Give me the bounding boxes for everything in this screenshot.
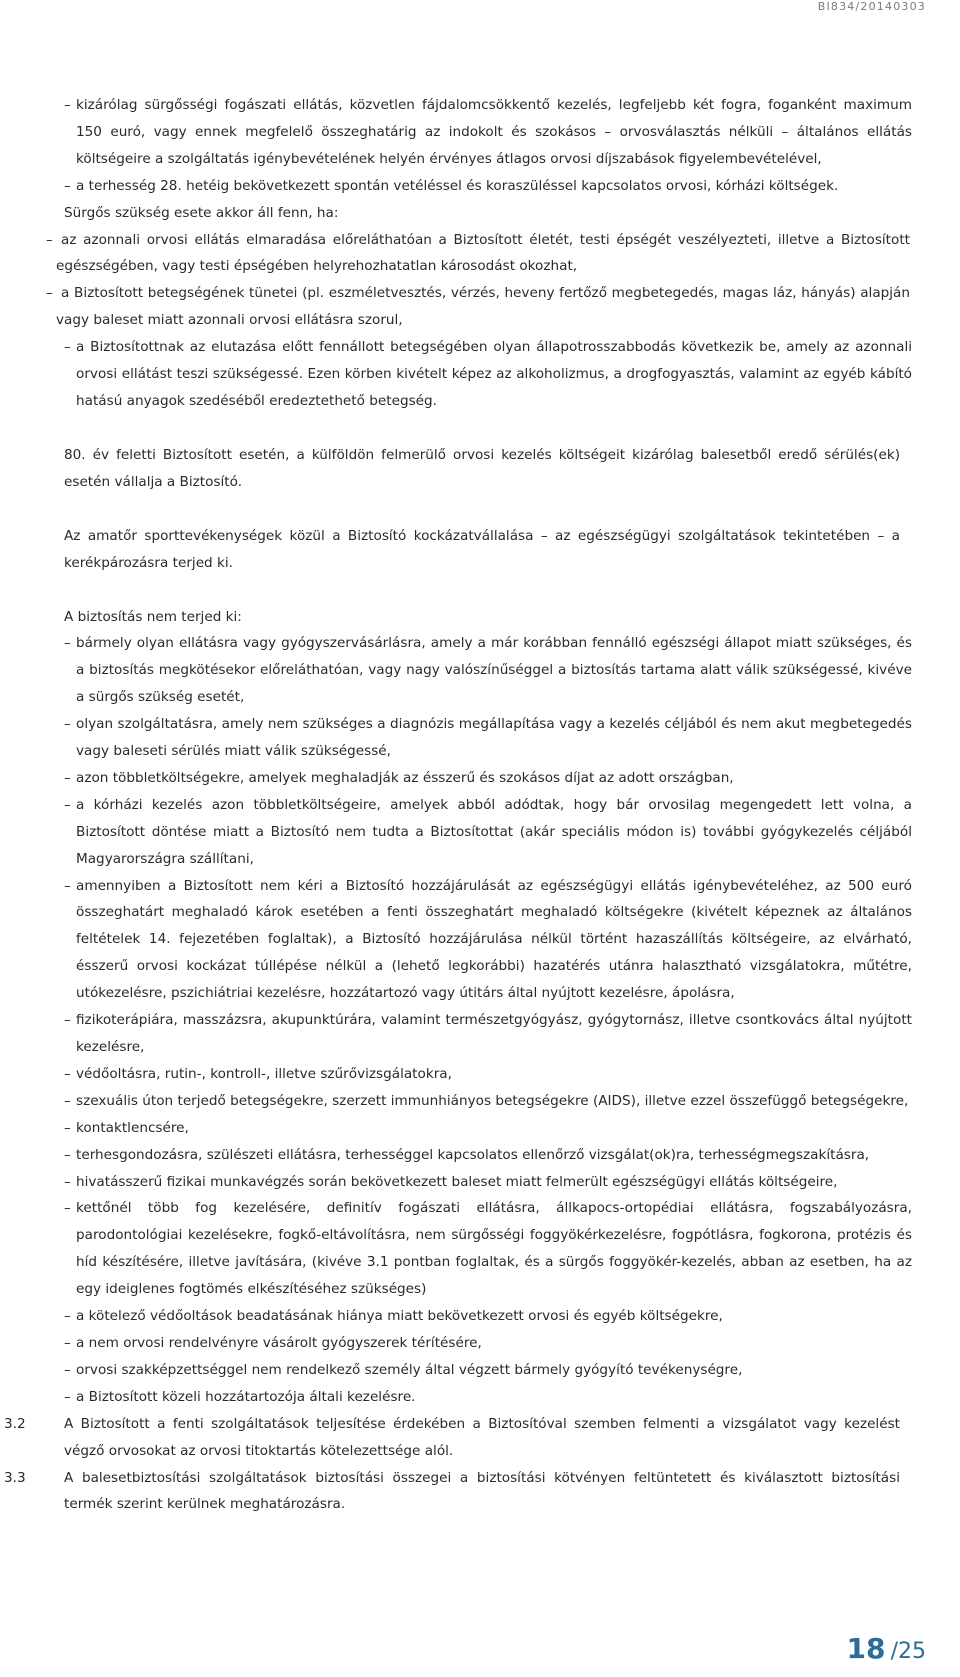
paragraph-sport: Az amatőr sporttevékenységek közül a Biztosító kockázatvállalása – az egészségügyi szolgáltatások tekintetében – a kerékpározásra terjed ki.: [64, 527, 900, 571]
section-3-2: [4, 1411, 900, 1465]
exclusion-item: – olyan szolgáltatásra, amely nem szükséges a diagnózis megállapítása vagy a kezelés céljából és nem akut megbetegedés vagy baleseti sérülés miatt válik szükségessé,: [64, 716, 912, 760]
exclusion-item: – azon többletköltségekre, amelyek meghaladják az ésszerű és szokásos díjat az adott országban,: [64, 769, 734, 786]
section-number: 3.3: [4, 1469, 26, 1486]
page-current: 18: [846, 1632, 886, 1665]
exclusion-item: – kontaktlencsére,: [64, 1119, 189, 1136]
section-text: A Biztosított a fenti szolgáltatások teljesítése érdekében a Biztosítóval szemben felmenti a vizsgálatot vagy kezelést végző orvosokat az orvosi titoktartás kötelezettsége alól.: [64, 1415, 900, 1459]
urgent-item: – a Biztosított betegségének tünetei (pl. eszméletvesztés, vérzés, heveny fertőző megbetegedés, magas láz, hányás) alapján vagy baleset miatt azonnali orvosi ellátásra szorul,: [46, 285, 910, 329]
exclusion-item: – a kórházi kezelés azon többletköltségeire, amelyek abból adódtak, hogy bár orvosilag megengedett lett volna, a Biztosított döntése miatt a Biztosító nem tudta a Biztosítottat (akár speciális módon is) további gyógykezelés céljából Magyarországra szállítani,: [64, 796, 912, 867]
page-content: [0, 92, 960, 1518]
exclusion-item: – a kötelező védőoltások beadatásának hiánya miatt bekövetkezett orvosi és egyéb költségekre,: [64, 1308, 723, 1325]
urgent-item: – az azonnali orvosi ellátás elmaradása előreláthatóan a Biztosított életét, testi épségét veszélyezteti, illetve a Biztosított egészségében, vagy testi épségében helyrehozhatatlan károsodást okozhat,: [46, 231, 910, 275]
exclusion-item: – amennyiben a Biztosított nem kéri a Biztosító hozzájárulását az egészségügyi ellátás igénybevételéhez, az 500 euró összeghatárt meghaladó károk esetében a fenti összeghatárt meghaladó költségekre (kivételt képeznek az általános feltételek 14. fejezetében foglaltak), a Biztosító hozzájárulása nélkül történt hazaszállítás költségeire, az elvárható, ésszerű orvosi kockázat túllépése nélkül a (lehető legkorábbi) hazatérés utánra halasztható vizsgálatokra, műtétre, utókezelésre, pszichiátriai kezelésre, hozzátartozó vagy útitárs által nyújtott kezelésre, ápolásra,: [64, 877, 912, 1002]
exclusion-item: – a Biztosított közeli hozzátartozója általi kezelésre.: [64, 1388, 416, 1405]
exclusion-item: – fizikoterápiára, masszázsra, akupunktúrára, valamint természetgyógyász, gyógytornász, illetve csontkovács által nyújtott kezelésre,: [64, 1012, 912, 1055]
exclusion-item: – szexuális úton terjedő betegségekre, szerzett immunhiányos betegségekre (AIDS), illetve ezzel összefüggő betegségekre,: [64, 1092, 909, 1109]
exclusion-item: – védőoltásra, rutin-, kontroll-, illetve szűrővizsgálatokra,: [64, 1065, 452, 1082]
exclusion-item: – kettőnél több fog kezelésére, definitív fogászati ellátásra, állkapocs-ortopédiai ellátásra, fogszabályozásra, parodontológiai kezelésekre, fogkő-eltávolításra, nem sürgősségi foggyökérkezelésre, fogpótlásra, fogkorona, protézis és híd készítésére, illetve javítására, (kivéve 3.1 pontban foglaltak, és a sürgős foggyökér-kezelés, abban az esetben, ha az egy ideiglenes fogtömés elkészítéséhez szükséges): [64, 1200, 912, 1298]
list-item: – kizárólag sürgősségi fogászati ellátás, közvetlen fájdalomcsökkentő kezelés, legfeljebb két fogra, foganként maximum 150 euró, vagy ennek megfelelő összeghatárig az indokolt és szokásos – orvosválasztás nélküli – általános ellátás költségeire a szolgáltatás igénybevételének helyén érvényes átlagos orvosi díjszabások figyelembevételével,: [64, 97, 912, 167]
exclusion-item: – a nem orvosi rendelvényre vásárolt gyógyszerek térítésére,: [64, 1334, 482, 1351]
urgent-item: – a Biztosítottnak az elutazása előtt fennállott betegségében olyan állapotrosszabbodás következik be, amely az azonnali orvosi ellátást teszi szükségessé. Ezen körben kivételt képez az alkoholizmus, a drogfogyasztás, valamint az egyéb kábító hatású anyagok szedéséből eredeztethető betegség.: [64, 339, 912, 409]
document-code: BI834/20140303: [817, 0, 926, 13]
exclusion-item: – terhesgondozásra, szülészeti ellátásra, terhességgel kapcsolatos ellenőrző vizsgálat(ok)ra, terhességmegszakításra,: [64, 1146, 870, 1163]
section-3-3: [4, 1465, 900, 1519]
urgent-intro: Sürgős szükség esete akkor áll fenn, ha:: [64, 204, 339, 221]
section-number: 3.2: [4, 1415, 26, 1432]
exclusion-item: – hivatásszerű fizikai munkavégzés során bekövetkezett baleset miatt felmerült egészségügyi ellátás költségeire,: [64, 1173, 838, 1190]
page-number: [847, 1632, 926, 1665]
section-text: A balesetbiztosítási szolgáltatások biztosítási összegei a biztosítási kötvényen feltüntetett és kiválasztott biztosítási termék szerint kerülnek meghatározásra.: [64, 1469, 900, 1513]
exclusion-item: – bármely olyan ellátásra vagy gyógyszervásárlásra, amely a már korábban fennálló egészségi állapot miatt szükséges, és a biztosítás megkötésekor előreláthatóan, vagy nagy valószínűséggel a biztosítás tartama alatt válik szükségessé, kivéve a sürgős szükség esetét,: [64, 635, 912, 706]
exclusion-intro: A biztosítás nem terjed ki:: [64, 608, 242, 625]
page-total: /25: [890, 1639, 926, 1664]
list-item: – a terhesség 28. hetéig bekövetkezett spontán vetéléssel és koraszüléssel kapcsolatos orvosi, kórházi költségek.: [64, 177, 839, 194]
exclusion-item: – orvosi szakképzettséggel nem rendelkező személy által végzett bármely gyógyító tevékenységre,: [64, 1361, 743, 1378]
paragraph-over-80: 80. év feletti Biztosított esetén, a külföldön felmerülő orvosi kezelés költségeit kizárólag balesetből eredő sérülés(ek) esetén vállalja a Biztosító.: [64, 446, 900, 490]
